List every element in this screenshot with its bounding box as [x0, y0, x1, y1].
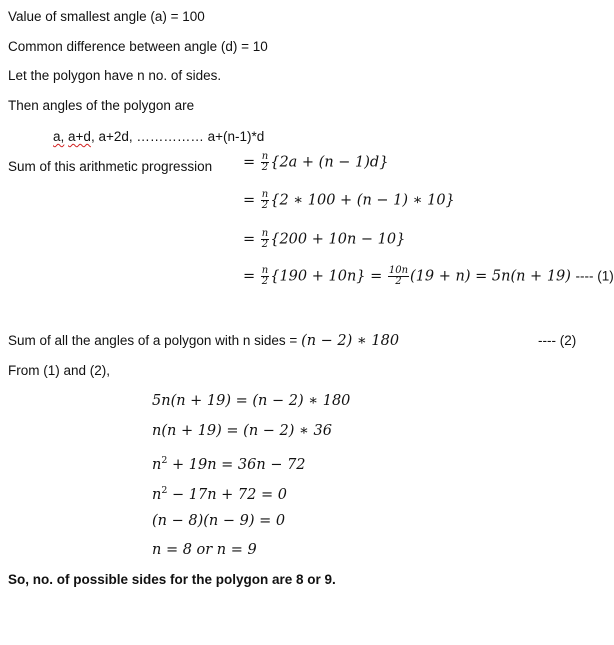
polygon-sum-line: Sum of all the angles of a polygon with n sides = (n − 2) ∗ 180 — [8, 333, 400, 349]
from-1-and-2-line: From (1) and (2), — [8, 363, 111, 378]
eq2-reference: ---- (2) — [538, 333, 577, 348]
common-difference-line: Common difference between angle (d) = 10 — [8, 39, 268, 54]
fraction: $\frac{n}{2}$ — [261, 228, 269, 250]
ap-sum-eq2: = $\frac{n}{2}$ {2 ∗ 100 + (n − 1) ∗ 10} — [243, 189, 455, 211]
solve-step-3: $n^2 + 19n = 36n - 72$ — [152, 455, 306, 473]
angles-sequence-line — [53, 128, 264, 146]
ap-sum-eq4: = $\frac{n}{2}$ {190 + 10n} = $\frac{10n}{2}$ (19 + n) = 5n(n + 19) ---- (1) — [243, 265, 614, 287]
smallest-angle-line: Value of smallest angle (a) = 100 — [8, 9, 205, 24]
angles-intro-line: Then angles of the polygon are — [8, 98, 195, 113]
solve-step-2: n(n + 19) = (n − 2) ∗ 36 — [152, 423, 332, 439]
sequence-rest: , a+2d, …………… a+(n-1)*d — [90, 129, 265, 144]
conclusion-line: So, no. of possible sides for the polygon are 8 or 9. — [8, 572, 336, 587]
solve-step-4: $n^2 - 17n + 72 = 0$ — [152, 485, 287, 503]
ap-sum-eq3: = $\frac{n}{2}$ {200 + 10n − 10} — [243, 228, 406, 250]
sequence-apd: a+d — [68, 129, 91, 144]
ap-sum-label: Sum of this arithmetic progression — [8, 159, 213, 174]
solve-step-6: n = 8 or n = 9 — [152, 542, 257, 558]
fraction: $\frac{n}{2}$ — [261, 265, 269, 287]
solve-step-1: 5n(n + 19) = (n − 2) ∗ 180 — [152, 393, 351, 409]
polygon-sides-line: Let the polygon have n no. of sides. — [8, 68, 222, 83]
sequence-a: a, — [53, 129, 65, 144]
polygon-sum-expr: (n − 2) ∗ 180 — [301, 333, 400, 349]
eq1-reference: ---- (1) — [575, 268, 614, 284]
solve-step-5: (n − 8)(n − 9) = 0 — [152, 513, 286, 529]
fraction: $\frac{n}{2}$ — [261, 189, 269, 211]
fraction-10n: $\frac{10n}{2}$ — [388, 265, 409, 287]
ap-sum-eq1: = $\frac{n}{2}$ {2a + (n − 1)d} — [243, 151, 389, 173]
fraction: $\frac{n}{2}$ — [261, 151, 269, 173]
